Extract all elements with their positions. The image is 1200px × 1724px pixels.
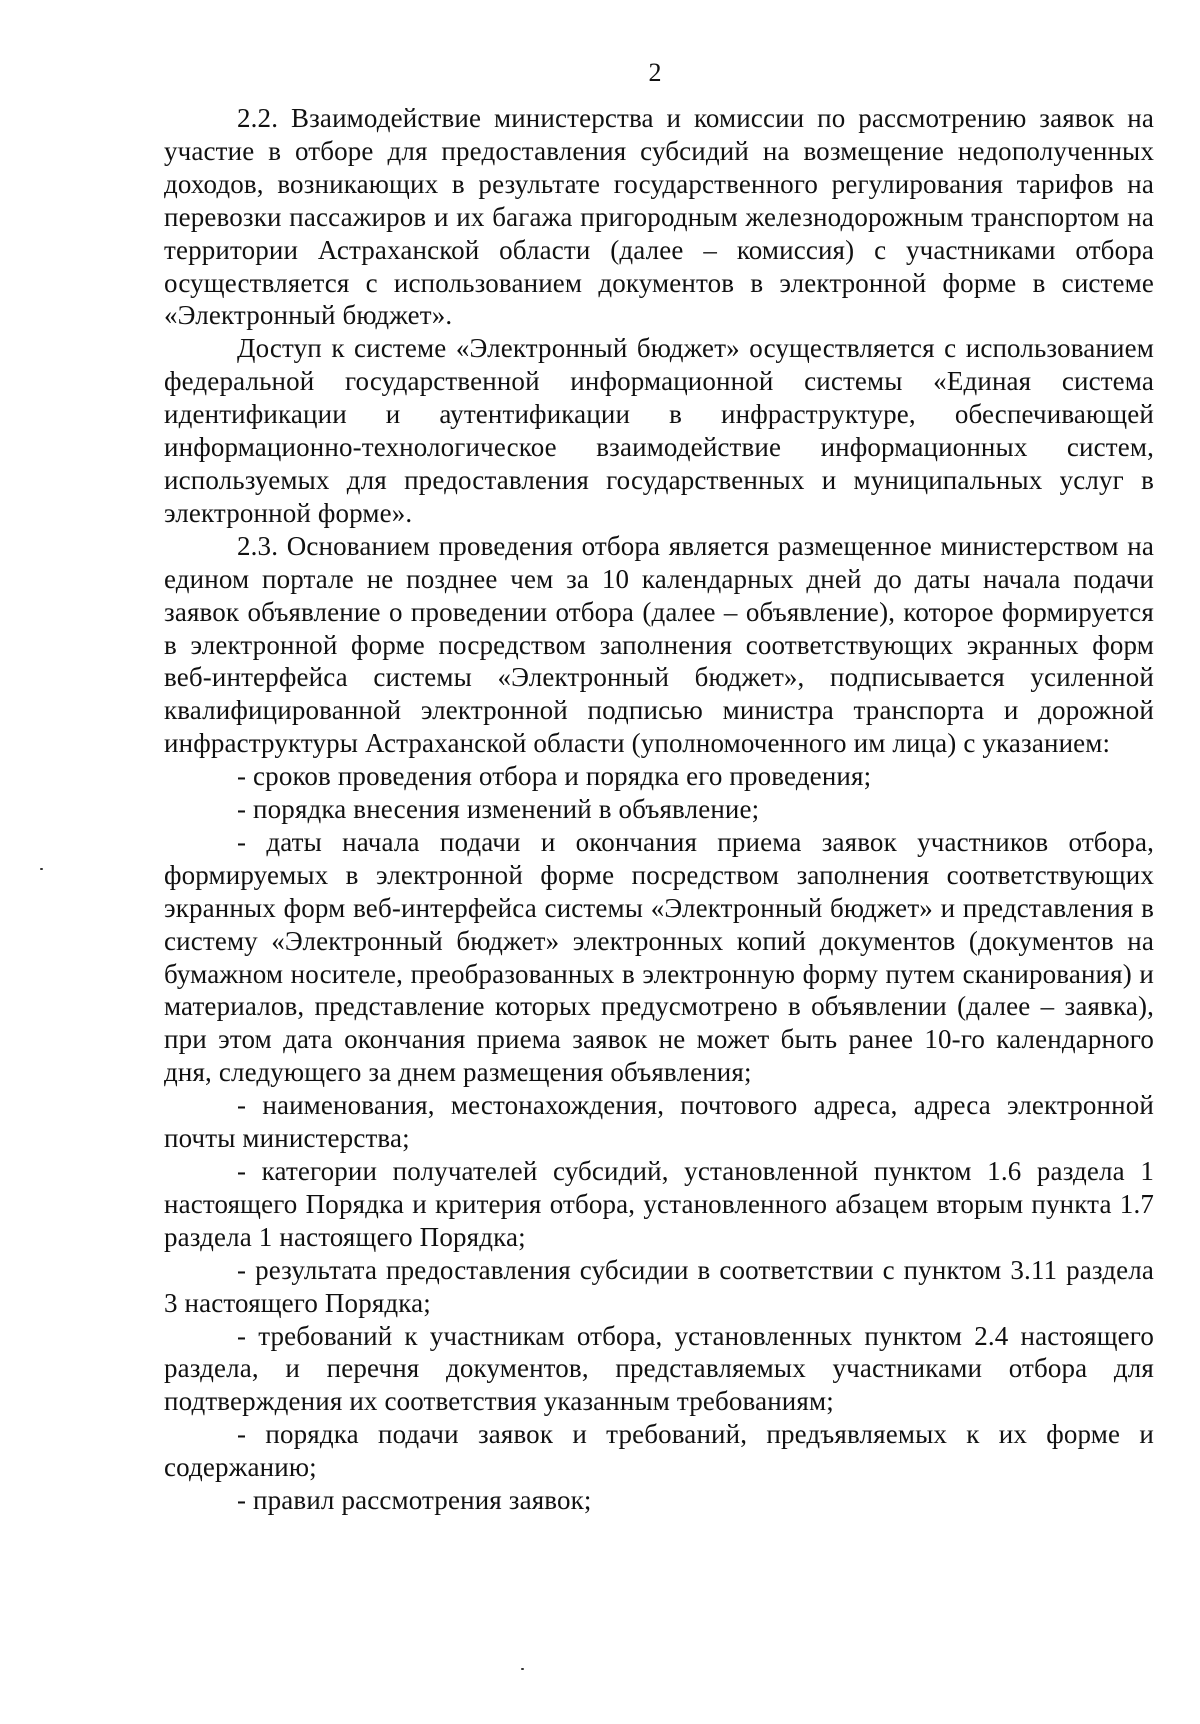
page-number: 2 (648, 58, 662, 87)
paragraph-2-3: 2.3. Основанием проведения отбора является размещенное министерством на едином портале не позднее чем за 10 календарных дней до даты начала подачи заявок объявление о проведении отбора (далее – объявление), которое формируется в электронной форме посредством заполнения соответствующих экранных форм веб-интерфейса системы «Электронный бюджет», подписывается усиленной квалифицированной электронной подписью министра транспорта и дорожной инфраструктуры Астраханской области (уполномоченного им лица) с указанием: (164, 530, 1154, 759)
scan-speck (40, 868, 43, 870)
list-item: - требований к участникам отбора, установленных пунктом 2.4 настоящего раздела, и перечня документов, представляемых участниками отбора для подтверждения их соответствия указанным требованиям; (164, 1320, 1154, 1417)
list-item: - порядка подачи заявок и требований, предъявляемых к их форме и содержанию; (164, 1419, 1154, 1483)
paragraph-2-2: 2.2. Взаимодействие министерства и комиссии по рассмотрению заявок на участие в отборе для предоставления субсидий на возмещение недополученных доходов, возникающих в результате государственного регулирования тарифов на перевозки пассажиров и их багажа пригородным железнодорожным транспортом на территории Астраханской области (далее – комиссия) с участниками отбора осуществляется с использованием документов в электронной форме в системе «Электронный бюджет». (164, 103, 1154, 331)
paragraph-access: Доступ к системе «Электронный бюджет» осуществляется с использованием федеральной государственной информационной системы «Единая система идентификации и аутентификации в инфраструктуре, обеспечивающей информационно-технологическое взаимодействие информационных систем, используемых для предоставления государственных и муниципальных услуг в электронной форме». (164, 333, 1154, 528)
scan-speck (521, 1668, 524, 1670)
list-item: - категории получателей субсидий, установленной пунктом 1.6 раздела 1 настоящего Порядка и критерия отбора, установленного абзацем вторым пункта 1.7 раздела 1 настоящего Порядка; (164, 1156, 1154, 1252)
list-item: - порядка внесения изменений в объявление; (237, 794, 760, 825)
list-item: - даты начала подачи и окончания приема заявок участников отбора, формируемых в электронной форме посредством заполнения соответствующих экранных форм веб-интерфейса системы «Электронный бюджет» и представления в систему «Электронный бюджет» электронных копий документов (документов на бумажном носителе, преобразованных в электронную форму путем сканирования) и материалов, представление которых предусмотрено в объявлении (далее – заявка), при этом дата окончания приема заявок не может быть ранее 10-го календарного дня, следующего за днем размещения объявления; (164, 826, 1154, 1088)
list-item: - наименования, местонахождения, почтового адреса, адреса электронной почты министерства; (164, 1090, 1154, 1154)
list-item: - правил рассмотрения заявок; (237, 1485, 592, 1516)
list-item: - результата предоставления субсидии в соответствии с пунктом 3.11 раздела 3 настоящего Порядка; (164, 1254, 1154, 1318)
list-item: - сроков проведения отбора и порядка его проведения; (237, 761, 872, 792)
document-body (164, 102, 1154, 1517)
